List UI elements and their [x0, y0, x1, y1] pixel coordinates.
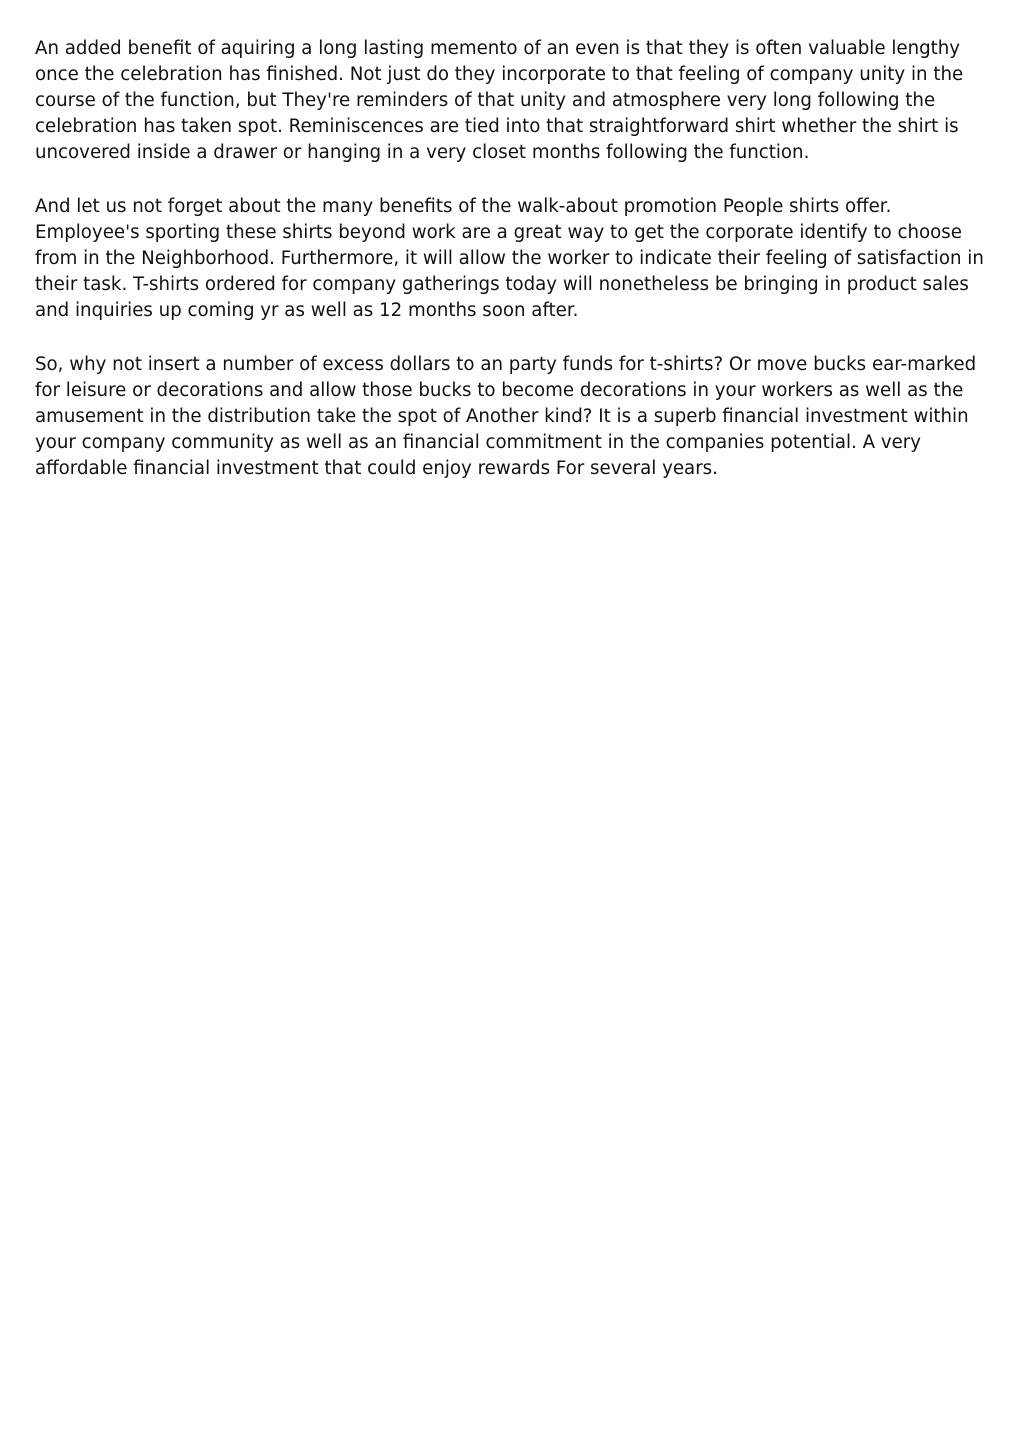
paragraph-3: So, why not insert a number of excess dollars to an party funds for t-shirts? Or move bucks ear-marked for leisure or decorations and allow those bucks to become decorations in your workers as well as the amusement in the distribution take the spot of Another kind? It is a superb financial investment within your company community as well as an financial commitment in the companies potential. A very affordable financial investment that could enjoy rewards For several years.: [35, 354, 977, 479]
paragraph-1: An added benefit of aquiring a long lasting memento of an even is that they is often valuable lengthy once the celebration has finished. Not just do they incorporate to that feeling of company unity in the course of the function, but They're reminders of that unity and atmosphere very long following the celebration has taken spot. Reminiscences are tied into that straightforward shirt whether the shirt is uncovered inside a drawer or hanging in a very closet months following the function.: [35, 38, 964, 163]
document-body: [35, 36, 995, 510]
paragraph-2: And let us not forget about the many benefits of the walk-about promotion People shirts offer. Employee's sporting these shirts beyond work are a great way to get the corporate identify to choose from in the Neighborhood. Furthermore, it will allow the worker to indicate their feeling of satisfaction in their task. T-shirts ordered for company gatherings today will nonetheless be bringing in product sales and inquiries up coming yr as well as 12 months soon after.: [35, 196, 984, 321]
